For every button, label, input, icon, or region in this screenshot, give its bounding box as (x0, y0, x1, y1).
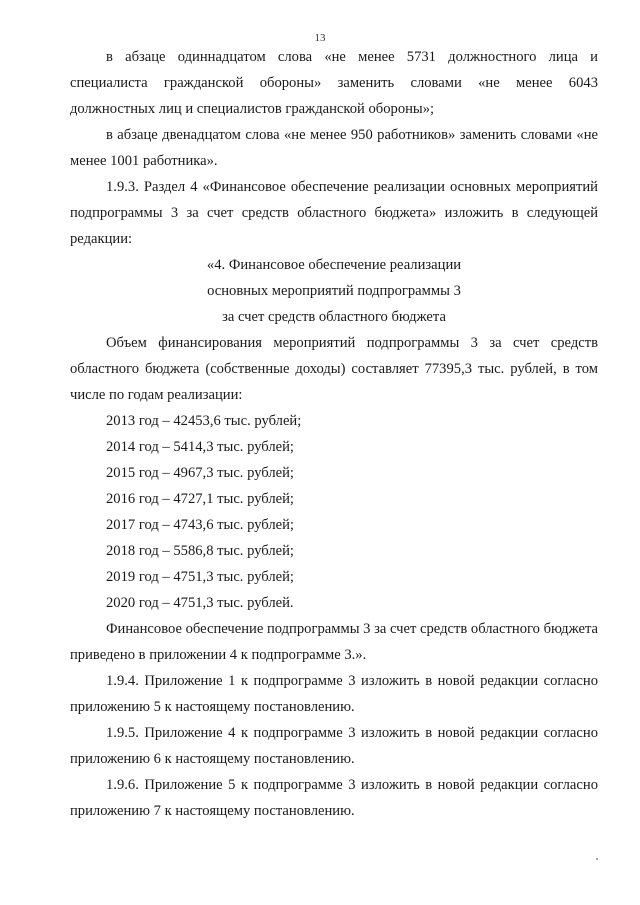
funding-intro: Объем финансирования мероприятий подпрограммы 3 за счет средств областного бюджета (собственные доходы) составляет 77395,3 тыс. рублей, в том числе по годам реализации: (70, 335, 598, 403)
page-number: 13 (314, 32, 326, 44)
paragraph-1-9-5: 1.9.5. Приложение 4 к подпрограмме 3 изложить в новой редакции согласно приложению 6 к настоящему постановлению. (70, 725, 598, 767)
funding-by-year-list (70, 408, 598, 616)
funding-year-2014: 2014 год – 5414,3 тыс. рублей; (106, 439, 294, 455)
section-heading-line-3: за счет средств областного бюджета (222, 309, 446, 325)
funding-year-2020: 2020 год – 4751,3 тыс. рублей. (106, 595, 294, 611)
paragraph-1-9-6: 1.9.6. Приложение 5 к подпрограмме 3 изложить в новой редакции согласно приложению 7 к настоящему постановлению. (70, 777, 598, 819)
funding-year-2016: 2016 год – 4727,1 тыс. рублей; (106, 491, 294, 507)
scan-speck (596, 858, 598, 860)
document-body (70, 44, 598, 824)
funding-year-2013: 2013 год – 42453,6 тыс. рублей; (106, 413, 302, 429)
funding-year-2019: 2019 год – 4751,3 тыс. рублей; (106, 569, 294, 585)
paragraph-1-9-4: 1.9.4. Приложение 1 к подпрограмме 3 изложить в новой редакции согласно приложению 5 к настоящему постановлению. (70, 673, 598, 715)
funding-appendix-note: Финансовое обеспечение подпрограммы 3 за счет средств областного бюджета приведено в приложении 4 к подпрограмме 3.». (70, 621, 598, 663)
section-heading-line-1: «4. Финансовое обеспечение реализации (206, 257, 462, 273)
funding-year-2015: 2015 год – 4967,3 тыс. рублей; (106, 465, 294, 481)
funding-year-2017: 2017 год – 4743,6 тыс. рублей; (106, 517, 294, 533)
paragraph-abzac-12: в абзаце двенадцатом слова «не менее 950 работников» заменить словами «не менее 1001 работника». (70, 127, 598, 169)
paragraph-1-9-3: 1.9.3. Раздел 4 «Финансовое обеспечение реализации основных мероприятий подпрограммы 3 за счет средств областного бюджета» изложить в следующей редакции: (70, 179, 598, 247)
paragraph-abzac-11: в абзаце одиннадцатом слова «не менее 5731 должностного лица и специалиста гражданской обороны» заменить словами «не менее 6043 должностных лиц и специалистов гражданской обороны»; (70, 49, 598, 117)
section-heading-line-2: основных мероприятий подпрограммы 3 (207, 283, 461, 299)
funding-year-2018: 2018 год – 5586,8 тыс. рублей; (106, 543, 294, 559)
section-heading (70, 252, 598, 330)
